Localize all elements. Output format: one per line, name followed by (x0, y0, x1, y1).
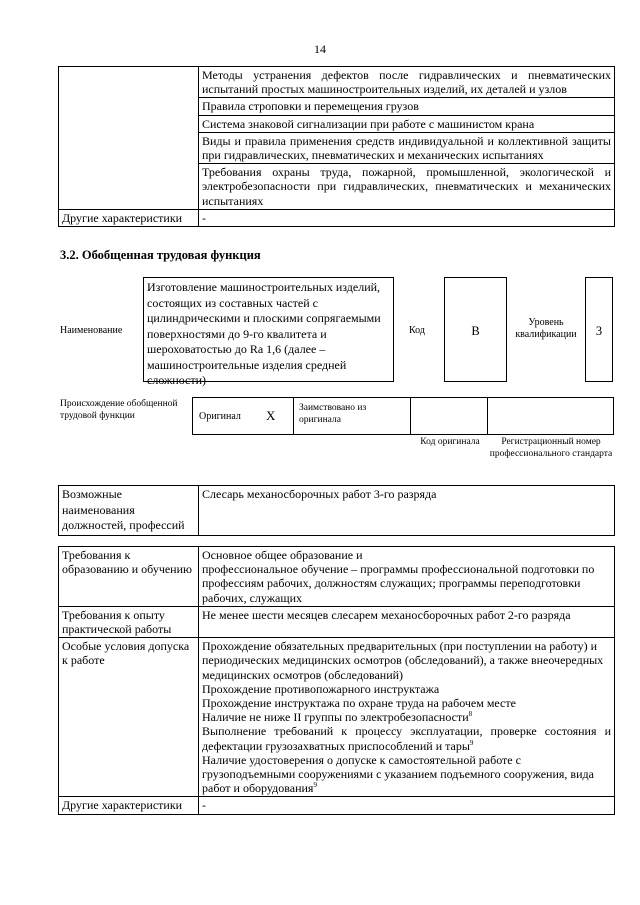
other-characteristics-label: Другие характеристики (59, 209, 199, 226)
registration-number-cell (487, 397, 614, 435)
condition-item: Прохождение обязательных предварительных (при поступлении на работу) и периодических медицинских осмотров (обследований), а также внеочередных медицинских осмотров (обследований) (202, 639, 604, 682)
registration-caption: Регистрационный номер профессионального стандарта (489, 437, 613, 459)
original-label: Оригинал (199, 411, 241, 422)
conditions-label: Особые условия допуска к работе (59, 638, 199, 797)
name-label: Наименование (60, 325, 123, 336)
education-value (199, 547, 615, 607)
education-line: профессиональное обучение – программы профессиональной подготовки по профессиям рабочих, должностям служащих; программы переподготовки рабочих, служащих (202, 562, 595, 605)
code-caption: Код оригинала (420, 437, 480, 447)
table-row: Виды и правила применения средств индивидуальной и коллективной защиты при гидравлических, пневматических и механических испытаниях (199, 132, 615, 163)
code-label: Код (409, 325, 425, 336)
table-row: Правила строповки и перемещения грузов (199, 98, 615, 115)
condition-item: Прохождение противопожарного инструктажа (202, 681, 440, 696)
condition-item: Прохождение инструктажа по охране труда на рабочем месте (202, 696, 516, 711)
origin-label: Происхождение обобщенной трудовой функции (60, 399, 178, 421)
conditions-value (199, 638, 615, 797)
condition-item: Выполнение требований к процессу эксплуатации, проверке состояния и дефектации грузозахватных приспособлений и тары$^9$ (202, 724, 611, 753)
positions-table (58, 485, 615, 536)
borrowed-label: Заимствовано из оригинала (293, 397, 411, 435)
education-line: Основное общее образование и (202, 548, 363, 562)
experience-label: Требования к опыту практической работы (59, 606, 199, 637)
original-mark: X (266, 408, 276, 423)
other-characteristics-label: Другие характеристики (59, 797, 199, 814)
table-row: Система знаковой сигнализации при работе с машинистом крана (199, 115, 615, 132)
positions-label: Возможные наименования должностей, профессий (59, 486, 199, 536)
footnote-ref: 9 (313, 781, 317, 790)
knowledge-table (58, 66, 615, 227)
level-label: Уровень квалификации (515, 317, 577, 340)
experience-value: Не менее шести месяцев слесарем механосборочных работ 2-го разряда (199, 606, 615, 637)
condition-item: Наличие не ниже II группы по электробезопасности$^8$ (202, 710, 473, 725)
level-value: 3 (585, 277, 613, 382)
table-row: Методы устранения дефектов после гидравлических и пневматических испытаний простых машиностроительных изделий, их деталей и узлов (199, 67, 615, 98)
code-value: B (444, 277, 507, 382)
table-row: Требования охраны труда, пожарной, промышленной, экологической и электробезопасности при гидравлических, пневматических и механических испытаниях (199, 164, 615, 210)
section-title: 3.2. Обобщенная трудовая функция (60, 248, 261, 262)
original-code-cell (410, 397, 488, 435)
education-label: Требования к образованию и обучению (59, 547, 199, 607)
condition-item: Наличие удостоверения о допуске к самостоятельной работе с грузоподъемными сооружениями с указанием подъемного сооружения, вида работ и оборудования$^9$ (202, 752, 594, 796)
other-characteristics-value: - (199, 797, 615, 814)
positions-value: Слесарь механосборочных работ 3-го разряда (199, 486, 615, 536)
page-number: 14 (314, 42, 326, 56)
footnote-ref: 9 (469, 738, 474, 747)
footnote-ref: 8 (468, 710, 473, 719)
requirements-table (58, 546, 615, 815)
function-name: Изготовление машиностроительных изделий, состоящих из составных частей с цилиндрическими и плоскими сопрягаемыми поверхностями до 9-го квалитета и шероховатостью до Ra 1,6 (далее – машиностроительные изделия средней сложности) (143, 277, 394, 382)
other-characteristics-value: - (199, 209, 615, 226)
table-empty-label-cell (59, 67, 199, 210)
